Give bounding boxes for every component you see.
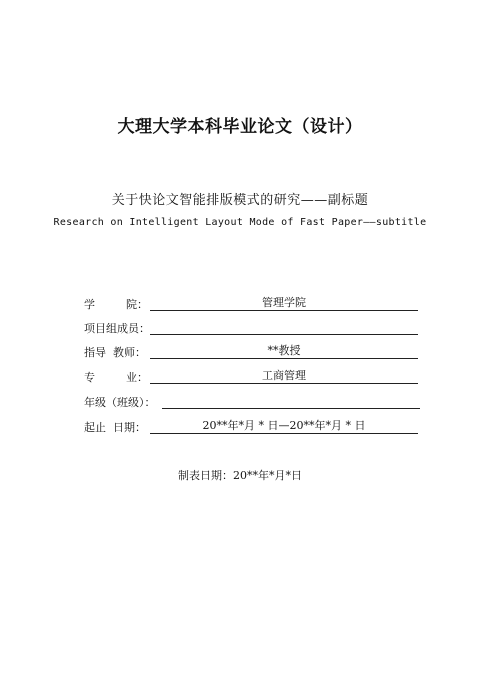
major-field [84,369,420,385]
date-range-label: 起止 日期： [84,421,146,434]
team-members-field [84,320,420,336]
college-label [84,296,148,312]
college-value[interactable]: 管理学院 [150,296,418,311]
advisor-value[interactable]: **教授 [150,344,418,359]
college-field [84,296,420,312]
date-range-field [84,419,420,435]
advisor-label: 指导 教师： [84,346,146,359]
college-label-part-b: 院： [126,298,148,311]
date-range-value[interactable]: 20**年*月 * 日—20**年*月 * 日 [150,419,418,434]
university-thesis-title: 大理大学本科毕业论文（设计） [117,117,363,137]
grade-label: 年级（班级）： [84,396,156,409]
form-date: 制表日期：20**年*月*日 [178,469,302,482]
major-label-part-b: 业： [126,371,148,384]
major-label [84,369,148,385]
major-value[interactable]: 工商管理 [150,369,418,384]
team-members-value[interactable] [150,320,418,335]
thesis-title-english: Research on Intelligent Layout Mode of Fast Paper——subtitle [53,217,427,228]
major-label-part-a: 专 [84,371,95,384]
thesis-title-chinese: 关于快论文智能排版模式的研究——副标题 [111,193,369,208]
advisor-field [84,344,420,360]
college-label-part-a: 学 [84,298,95,311]
grade-value[interactable] [162,394,420,409]
grade-field [84,394,424,410]
team-members-label: 项目组成员： [84,322,150,335]
